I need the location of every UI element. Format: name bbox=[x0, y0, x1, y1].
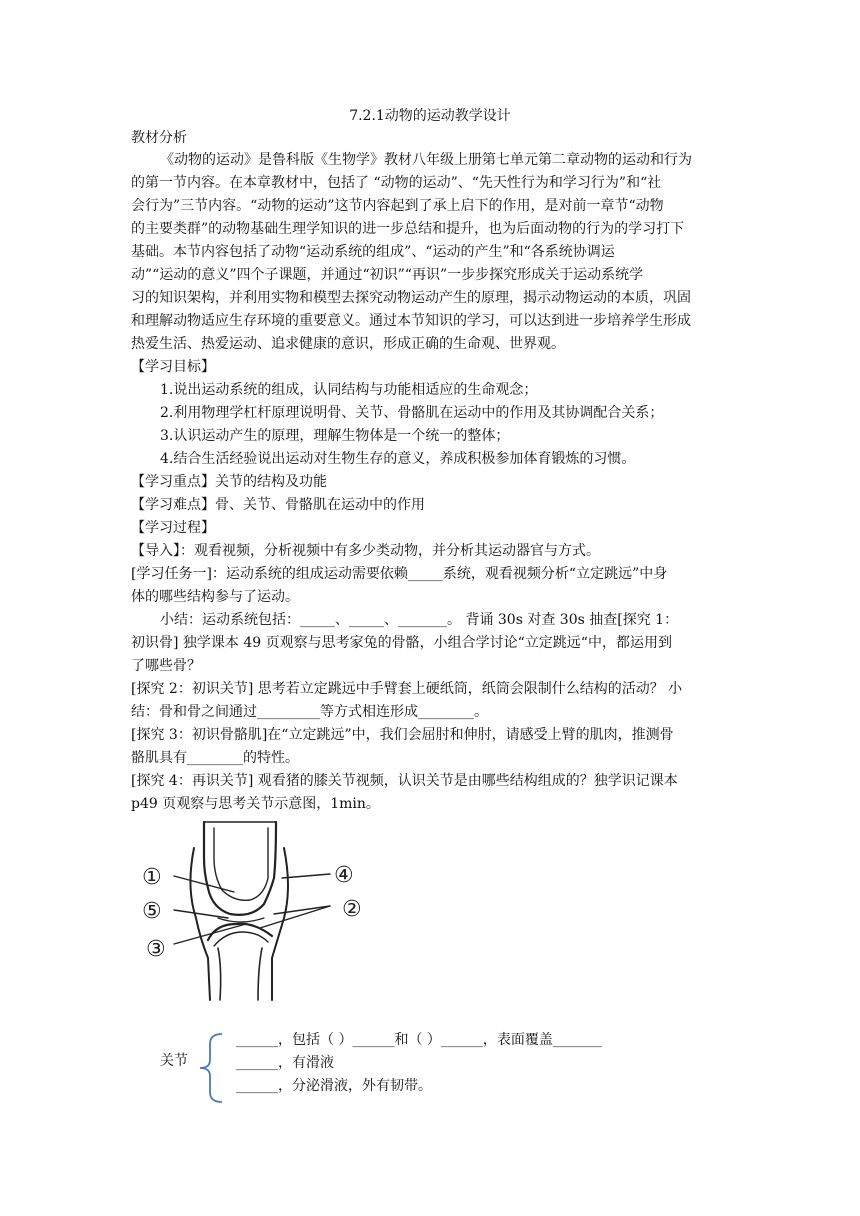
analysis-heading: 教材分析 bbox=[131, 130, 187, 146]
analysis-line: 和理解动物适应生存环境的重要意义。通过本节知识的学习，可以达到进一步培养学生形成 bbox=[131, 313, 691, 329]
goals-heading: 【学习目标】 bbox=[131, 359, 215, 375]
diagram-label-4: ④ bbox=[334, 863, 354, 888]
joint-label: 关节 bbox=[160, 1053, 188, 1069]
analysis-line: 的第一节内容。在本章教材中，包括了 “动物的运动”、“先天性行为和学习行为”和“社 bbox=[131, 175, 662, 191]
analysis-line: 热爱生活、热爱运动、追求健康的意识，形成正确的生命观、世界观。 bbox=[131, 336, 565, 352]
summary-line: 了哪些骨？ bbox=[131, 658, 201, 674]
summary-line: 小结：运动系统包括：_____、_____、_______。 背诵 30s 对查 30s 抽查[探究 1： bbox=[160, 612, 679, 628]
explore2-line: 结：骨和骨之间通过_________等方式相连形成________。 bbox=[131, 704, 488, 720]
diagram-label-2: ② bbox=[342, 897, 362, 922]
difficulty: 【学习难点】骨、关节、骨骼肌在运动中的作用 bbox=[131, 497, 425, 513]
process-heading: 【学习过程】 bbox=[131, 520, 215, 536]
explore4-line: [探究 4：再识关节] 观看猪的膝关节视频，认识关节是由哪些结构组成的？独学识记课本 bbox=[131, 773, 678, 789]
joint-line: ______，包括（ ）______和（ ）______，表面覆盖_______ bbox=[236, 1032, 602, 1048]
joint-line: ______，分泌滑液，外有韧带。 bbox=[236, 1078, 432, 1094]
analysis-line: 会行为”三节内容。“动物的运动”这节内容起到了承上启下的作用，是对前一章节“动物 bbox=[131, 198, 664, 214]
task-line: [学习任务一]：运动系统的组成运动需要依赖_____系统，观看视频分析“立定跳远”中身 bbox=[131, 566, 668, 582]
goal-item: 1.说出运动系统的组成，认同结构与功能相适应的生命观念； bbox=[160, 382, 538, 398]
analysis-line: 动”“运动的意义”四个子课题，并通过“初识”“再识”一步步探究形成关于运动系统学 bbox=[131, 267, 644, 283]
analysis-line: 基础。本节内容包括了动物“运动系统的组成”、“运动的产生”和“各系统协调运 bbox=[131, 244, 615, 260]
diagram-label-5: ⑤ bbox=[142, 899, 162, 924]
summary-line: 初识骨] 独学课本 49 页观察与思考家兔的骨骼，小组合学讨论“立定跳远“中，都运用到 bbox=[131, 635, 672, 651]
explore4-line: p49 页观察与思考关节示意图，1min。 bbox=[131, 796, 380, 812]
goal-item: 3.认识运动产生的原理，理解生物体是一个统一的整体； bbox=[160, 428, 510, 444]
explore3-line: [探究 3：初识骨骼肌]在“立定跳远”中，我们会屈肘和伸肘，请感受上臂的肌肉，推测骨 bbox=[131, 727, 674, 743]
page-title: 7.2.1动物的运动教学设计 bbox=[349, 108, 511, 124]
intro-line: 【导入】：观看视频，分析视频中有多少类动物，并分析其运动器官与方式。 bbox=[131, 543, 600, 559]
key-point: 【学习重点】关节的结构及功能 bbox=[131, 474, 327, 490]
explore3-line: 骼肌具有________的特性。 bbox=[131, 750, 299, 766]
brace-icon bbox=[196, 1032, 228, 1104]
analysis-line: 的主要类群”的动物基础生理学知识的进一步总结和提升，也为后面动物的行为的学习打下 bbox=[131, 221, 685, 237]
analysis-line: 《动物的运动》是鲁科版《生物学》教材八年级上册第七单元第二章动物的运动和行为 bbox=[160, 152, 692, 168]
analysis-line: 习的知识架构，并利用实物和模型去探究动物运动产生的原理，揭示动物运动的本质，巩固 bbox=[131, 290, 691, 306]
goal-item: 2.利用物理学杠杆原理说明骨、关节、骨骼肌在运动中的作用及其协调配合关系； bbox=[160, 405, 664, 421]
task-line: 体的哪些结构参与了运动。 bbox=[131, 589, 299, 605]
joint-line: ______，有滑液 bbox=[236, 1055, 334, 1071]
explore2-line: [探究 2：初识关节] 思考若立定跳远中手臂套上硬纸筒，纸筒会限制什么结构的活动？ 小 bbox=[131, 681, 683, 697]
goal-item: 4.结合生活经验说出运动对生物生存的意义，养成积极参加体育锻炼的习惯。 bbox=[160, 451, 636, 467]
knee-joint-diagram bbox=[134, 818, 374, 1008]
diagram-label-1: ① bbox=[142, 865, 162, 890]
diagram-label-3: ③ bbox=[146, 937, 166, 962]
